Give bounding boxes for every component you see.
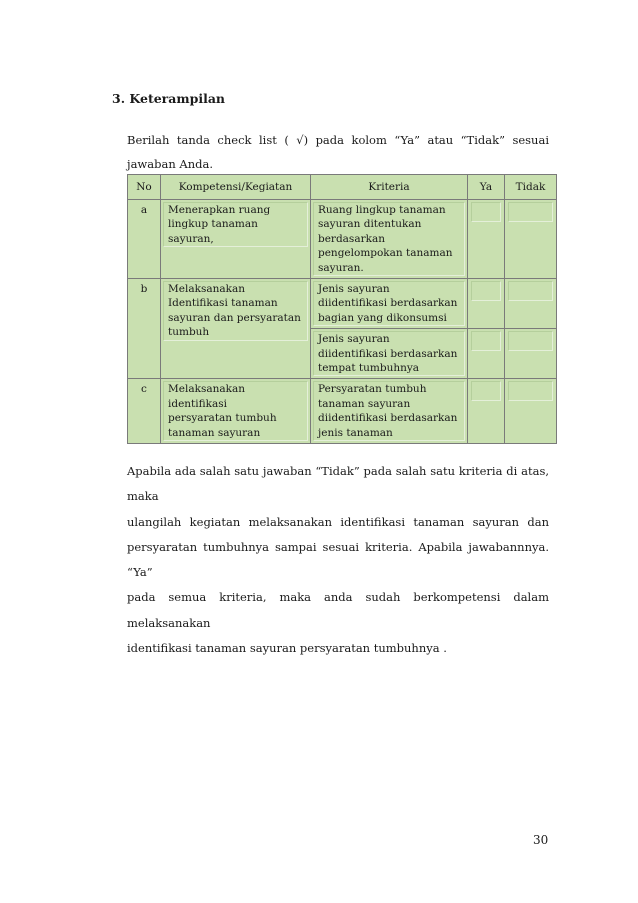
tidak-check-cell[interactable] xyxy=(505,379,557,444)
kompetensi-line: Identifikasi tanaman xyxy=(168,297,278,310)
kompetensi-line: sayuran dan persyaratan xyxy=(168,311,301,324)
tidak-check-cell[interactable] xyxy=(505,279,557,329)
ya-check-box[interactable] xyxy=(471,331,501,351)
tidak-check-cell[interactable] xyxy=(505,200,557,279)
table-row xyxy=(128,200,557,279)
table-header-row xyxy=(128,175,557,200)
page-number: 30 xyxy=(533,833,549,847)
kriteria-line: Jenis sayuran xyxy=(318,283,390,296)
kriteria-cell xyxy=(311,379,468,444)
kriteria-line: jenis tanaman xyxy=(318,426,393,439)
kriteria-line: diidentifikasi berdasarkan xyxy=(318,412,458,425)
kriteria-line: Persyaratan tumbuh xyxy=(318,383,427,396)
tidak-check-box[interactable] xyxy=(508,281,553,301)
table-row xyxy=(128,279,557,329)
tidak-check-box[interactable] xyxy=(508,381,553,401)
row-number: b xyxy=(128,279,161,379)
closing-line: ulangilah kegiatan melaksanakan identifikasi tanaman sayuran dan xyxy=(127,514,549,529)
ya-check-box[interactable] xyxy=(471,202,501,222)
kompetensi-cell xyxy=(161,200,311,279)
ya-check-cell[interactable] xyxy=(468,279,505,329)
ya-check-cell[interactable] xyxy=(468,200,505,279)
header-ya: Ya xyxy=(468,175,505,200)
kompetensi-line: Melaksanakan xyxy=(168,283,246,296)
header-tidak: Tidak xyxy=(505,175,557,200)
kompetensi-cell xyxy=(161,379,311,444)
tidak-check-cell[interactable] xyxy=(505,329,557,379)
row-number: c xyxy=(128,379,161,444)
kriteria-line: berdasarkan xyxy=(318,232,385,245)
kriteria-line: pengelompokan tanaman xyxy=(318,247,453,260)
header-no: No xyxy=(128,175,161,200)
ya-check-cell[interactable] xyxy=(468,329,505,379)
kriteria-line: diidentifikasi berdasarkan xyxy=(318,347,458,360)
kompetensi-line: tanaman sayuran xyxy=(168,426,261,439)
tidak-check-box[interactable] xyxy=(508,202,553,222)
kompetensi-line: tumbuh xyxy=(168,326,210,339)
kriteria-line: Ruang lingkup tanaman xyxy=(318,204,446,216)
kompetensi-line: sayuran, xyxy=(168,232,214,245)
kriteria-cell xyxy=(311,279,468,329)
kriteria-line: Jenis sayuran xyxy=(318,333,390,346)
kompetensi-line: Melaksanakan xyxy=(168,383,246,396)
table-row xyxy=(128,379,557,444)
closing-line: pada semua kriteria, maka anda sudah berkompetensi dalam melaksanakan xyxy=(127,590,549,630)
tidak-check-box[interactable] xyxy=(508,331,553,351)
kriteria-cell xyxy=(311,329,468,379)
kriteria-cell xyxy=(311,200,468,279)
closing-line: identifikasi tanaman sayuran persyaratan tumbuhnya . xyxy=(127,641,447,656)
checklist-table xyxy=(127,174,557,444)
kompetensi-line: lingkup tanaman xyxy=(168,218,258,231)
closing-line: persyaratan tumbuhnya sampai sesuai kriteria. Apabila jawabannnya. “Ya” xyxy=(127,539,549,580)
closing-paragraph xyxy=(127,459,549,661)
instruction-paragraph: Berilah tanda check list ( √) pada kolom “Ya” atau “Tidak” sesuai jawaban Anda. xyxy=(127,133,549,171)
header-kriteria: Kriteria xyxy=(311,175,468,200)
ya-check-box[interactable] xyxy=(471,381,501,401)
ya-check-box[interactable] xyxy=(471,281,501,301)
kompetensi-line: Menerapkan ruang xyxy=(168,204,271,216)
kompetensi-line: persyaratan tumbuh xyxy=(168,412,277,425)
kriteria-line: sayuran ditentukan xyxy=(318,218,422,231)
row-number: a xyxy=(128,200,161,279)
closing-line: Apabila ada salah satu jawaban “Tidak” pada salah satu kriteria di atas, maka xyxy=(127,464,549,504)
kriteria-line: diidentifikasi berdasarkan xyxy=(318,297,458,310)
kompetensi-cell xyxy=(161,279,311,379)
kompetensi-line: identifikasi xyxy=(168,397,228,410)
kriteria-line: tempat tumbuhnya xyxy=(318,362,420,375)
ya-check-cell[interactable] xyxy=(468,379,505,444)
kriteria-line: tanaman sayuran xyxy=(318,397,411,410)
kriteria-line: sayuran. xyxy=(318,261,364,274)
kriteria-line: bagian yang dikonsumsi xyxy=(318,311,447,324)
section-heading: 3. Keterampilan xyxy=(112,91,226,106)
header-kompetensi: Kompetensi/Kegiatan xyxy=(161,175,311,200)
